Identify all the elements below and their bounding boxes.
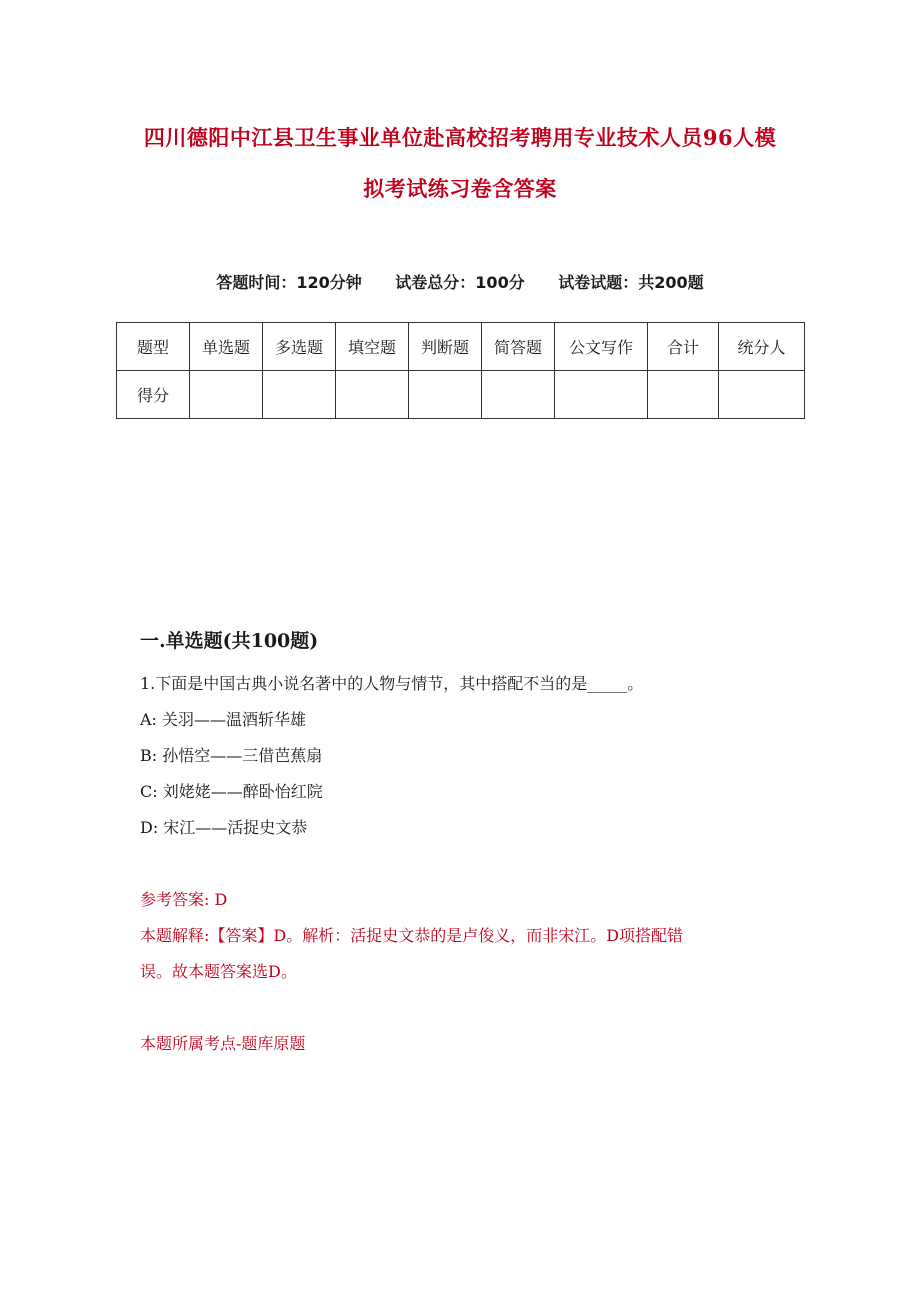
score-cell [482,371,555,419]
option-d: D: 宋江——活捉史文恭 [140,818,308,837]
option-b: B: 孙悟空——三借芭蕉扇 [140,746,323,765]
score-cell [648,371,719,419]
score-cell [555,371,648,419]
score-cell [719,371,805,419]
header-cell: 填空题 [336,323,409,371]
explanation-line1: 本题解释:【答案】D。解析：活捉史文恭的是卢俊义，而非宋江。D项搭配错 [140,926,684,945]
score-cell [336,371,409,419]
document-title-line2: 拟考试练习卷含答案 [363,176,557,201]
exam-meta [0,270,920,293]
score-table-header-row [117,323,805,371]
header-cell: 简答题 [482,323,555,371]
header-cell: 公文写作 [555,323,648,371]
header-cell: 判断题 [409,323,482,371]
header-cell: 合计 [648,323,719,371]
score-cell [190,371,263,419]
explanation-line2: 误。故本题答案选D。 [140,962,297,981]
question-source: 本题所属考点-题库原题 [140,1034,306,1053]
option-c: C: 刘姥姥——醉卧怡红院 [140,782,323,801]
question-stem: 1.下面是中国古典小说名著中的人物与情节，其中搭配不当的是_____。 [140,674,644,693]
score-cell [409,371,482,419]
score-table [116,322,805,419]
exam-time: 答题时间：120分钟 [216,273,362,292]
document-title-line1: 四川德阳中江县卫生事业单位赴高校招考聘用专业技术人员96人模 [143,125,777,150]
header-cell: 多选题 [263,323,336,371]
header-cell: 题型 [117,323,190,371]
answer-text: 参考答案: D [140,890,228,909]
exam-question-count: 试卷试题：共200题 [558,273,704,292]
option-a: A: 关羽——温酒斩华雄 [140,710,307,729]
section-heading: 一.单选题(共100题) [140,630,319,652]
header-cell: 统分人 [719,323,805,371]
exam-total-score: 试卷总分：100分 [395,273,525,292]
row-label-cell: 得分 [117,371,190,419]
score-cell [263,371,336,419]
score-table-score-row [117,371,805,419]
header-cell: 单选题 [190,323,263,371]
